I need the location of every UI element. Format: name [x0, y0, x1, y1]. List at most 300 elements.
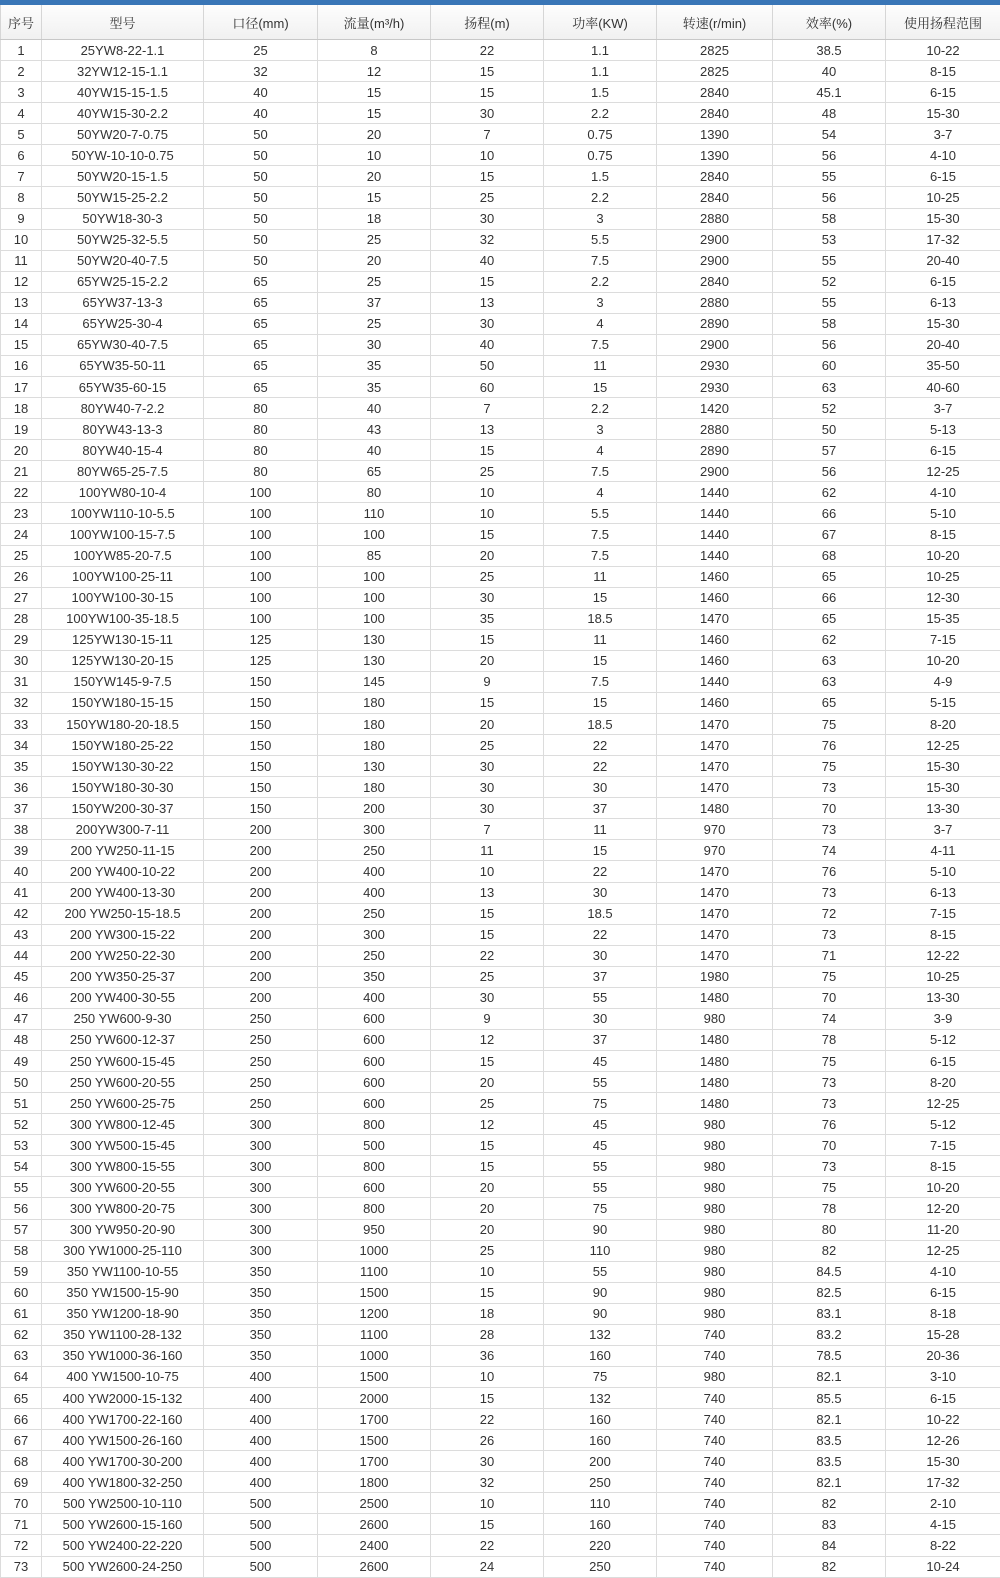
- cell: 47: [1, 1008, 42, 1029]
- cell: 65: [318, 461, 431, 482]
- cell: 40: [431, 250, 544, 271]
- cell: 2840: [657, 103, 773, 124]
- cell: 15-30: [886, 1451, 1000, 1472]
- cell: 15: [318, 187, 431, 208]
- cell: 62: [1, 1324, 42, 1345]
- cell: 15-30: [886, 777, 1000, 798]
- cell: 980: [657, 1008, 773, 1029]
- table-row: [1, 419, 1000, 440]
- cell: 52: [773, 271, 886, 292]
- cell: 740: [657, 1388, 773, 1409]
- cell: 15: [431, 166, 544, 187]
- cell: 500: [204, 1514, 318, 1535]
- table-row: [1, 1493, 1000, 1514]
- cell: 20-40: [886, 250, 1000, 271]
- cell: 3-10: [886, 1366, 1000, 1387]
- cell: 73: [773, 924, 886, 945]
- cell: 83.2: [773, 1324, 886, 1345]
- cell: 10-25: [886, 187, 1000, 208]
- cell: 28: [1, 608, 42, 629]
- cell: 15: [544, 587, 657, 608]
- cell: 400: [204, 1366, 318, 1387]
- table-row: [1, 650, 1000, 671]
- cell: 32: [431, 1472, 544, 1493]
- cell: 160: [544, 1345, 657, 1366]
- cell: 39: [1, 840, 42, 861]
- cell: 17-32: [886, 1472, 1000, 1493]
- cell: 55: [544, 987, 657, 1008]
- cell: 35: [431, 608, 544, 629]
- cell: 6-15: [886, 1282, 1000, 1303]
- cell: 65YW35-50-11: [42, 355, 204, 376]
- cell: 800: [318, 1198, 431, 1219]
- cell: 400 YW1800-32-250: [42, 1472, 204, 1493]
- table-row: [1, 1430, 1000, 1451]
- cell: 15: [431, 1388, 544, 1409]
- cell: 15: [431, 903, 544, 924]
- table-row: [1, 714, 1000, 735]
- cell: 500: [204, 1535, 318, 1556]
- cell: 30: [431, 777, 544, 798]
- cell: 1390: [657, 145, 773, 166]
- cell: 72: [773, 903, 886, 924]
- cell: 1460: [657, 566, 773, 587]
- table-row: [1, 1072, 1000, 1093]
- cell: 26: [1, 566, 42, 587]
- cell: 65: [204, 355, 318, 376]
- cell: 78: [773, 1198, 886, 1219]
- cell: 11: [544, 566, 657, 587]
- cell: 4-10: [886, 145, 1000, 166]
- cell: 1470: [657, 608, 773, 629]
- cell: 7: [1, 166, 42, 187]
- cell: 25: [431, 735, 544, 756]
- cell: 25: [318, 313, 431, 334]
- cell: 6-15: [886, 82, 1000, 103]
- table-row: [1, 313, 1000, 334]
- cell: 37: [1, 798, 42, 819]
- cell: 125: [204, 629, 318, 650]
- cell: 15: [431, 271, 544, 292]
- cell: 65YW30-40-7.5: [42, 334, 204, 355]
- cell: 73: [773, 1072, 886, 1093]
- cell: 30: [431, 587, 544, 608]
- cell: 1700: [318, 1409, 431, 1430]
- table-row: [1, 945, 1000, 966]
- cell: 1100: [318, 1261, 431, 1282]
- cell: 1480: [657, 1029, 773, 1050]
- cell: 250: [544, 1472, 657, 1493]
- cell: 1470: [657, 945, 773, 966]
- cell: 8-15: [886, 61, 1000, 82]
- cell: 250: [318, 903, 431, 924]
- cell: 80YW65-25-7.5: [42, 461, 204, 482]
- cell: 3: [544, 292, 657, 313]
- cell: 50: [204, 166, 318, 187]
- cell: 12-25: [886, 1093, 1000, 1114]
- cell: 10: [431, 1366, 544, 1387]
- cell: 350: [204, 1261, 318, 1282]
- cell: 5: [1, 124, 42, 145]
- cell: 10: [318, 145, 431, 166]
- cell: 22: [431, 945, 544, 966]
- cell: 40: [204, 82, 318, 103]
- cell: 58: [773, 208, 886, 229]
- cell: 3-7: [886, 398, 1000, 419]
- cell: 17: [1, 377, 42, 398]
- cell: 1470: [657, 882, 773, 903]
- cell: 12: [431, 1114, 544, 1135]
- cell: 50: [204, 208, 318, 229]
- cell: 180: [318, 735, 431, 756]
- cell: 20: [431, 650, 544, 671]
- table-row: [1, 1388, 1000, 1409]
- cell: 50: [1, 1072, 42, 1093]
- cell: 350 YW1500-15-90: [42, 1282, 204, 1303]
- cell: 15-35: [886, 608, 1000, 629]
- cell: 15: [431, 692, 544, 713]
- cell: 52: [1, 1114, 42, 1135]
- cell: 12-20: [886, 1198, 1000, 1219]
- cell: 46: [1, 987, 42, 1008]
- cell: 350 YW1100-10-55: [42, 1261, 204, 1282]
- cell: 150: [204, 777, 318, 798]
- cell: 40: [431, 334, 544, 355]
- cell: 100: [204, 608, 318, 629]
- cell: 20: [318, 166, 431, 187]
- cell: 300: [204, 1156, 318, 1177]
- cell: 180: [318, 692, 431, 713]
- cell: 55: [544, 1072, 657, 1093]
- cell: 23: [1, 503, 42, 524]
- cell: 5-12: [886, 1114, 1000, 1135]
- cell: 84.5: [773, 1261, 886, 1282]
- cell: 38.5: [773, 40, 886, 61]
- cell: 2600: [318, 1556, 431, 1578]
- cell: 25: [204, 40, 318, 61]
- table-row: [1, 271, 1000, 292]
- cell: 150: [204, 671, 318, 692]
- cell: 0.75: [544, 124, 657, 145]
- cell: 160: [544, 1409, 657, 1430]
- cell: 9: [1, 208, 42, 229]
- cell: 11: [1, 250, 42, 271]
- cell: 980: [657, 1366, 773, 1387]
- cell: 80: [318, 482, 431, 503]
- cell: 2500: [318, 1493, 431, 1514]
- cell: 980: [657, 1135, 773, 1156]
- cell: 18.5: [544, 608, 657, 629]
- cell: 62: [773, 482, 886, 503]
- cell: 200: [204, 861, 318, 882]
- cell: 63: [773, 650, 886, 671]
- cell: 30: [431, 1451, 544, 1472]
- cell: 12-25: [886, 461, 1000, 482]
- table-row: [1, 1008, 1000, 1029]
- cell: 250 YW600-15-45: [42, 1051, 204, 1072]
- cell: 100YW100-35-18.5: [42, 608, 204, 629]
- cell: 66: [1, 1409, 42, 1430]
- cell: 1500: [318, 1366, 431, 1387]
- cell: 50: [204, 124, 318, 145]
- cell: 15: [431, 924, 544, 945]
- cell: 65YW37-13-3: [42, 292, 204, 313]
- cell: 15-30: [886, 313, 1000, 334]
- cell: 500 YW2500-10-110: [42, 1493, 204, 1514]
- cell: 2930: [657, 355, 773, 376]
- cell: 45: [544, 1051, 657, 1072]
- cell: 35: [318, 377, 431, 398]
- cell: 180: [318, 777, 431, 798]
- cell: 8-15: [886, 524, 1000, 545]
- cell: 500: [204, 1493, 318, 1514]
- cell: 7: [431, 398, 544, 419]
- cell: 40: [773, 61, 886, 82]
- cell: 83.5: [773, 1430, 886, 1451]
- cell: 70: [773, 987, 886, 1008]
- cell: 22: [544, 924, 657, 945]
- table-row: [1, 40, 1000, 61]
- cell: 500: [204, 1556, 318, 1578]
- cell: 82.1: [773, 1366, 886, 1387]
- cell: 2-10: [886, 1493, 1000, 1514]
- cell: 15: [431, 61, 544, 82]
- cell: 10: [431, 482, 544, 503]
- table-row: [1, 1029, 1000, 1050]
- table-row: [1, 503, 1000, 524]
- cell: 90: [544, 1219, 657, 1240]
- cell: 2.2: [544, 398, 657, 419]
- cell: 55: [544, 1156, 657, 1177]
- cell: 7.5: [544, 671, 657, 692]
- cell: 150: [204, 798, 318, 819]
- cell: 56: [773, 145, 886, 166]
- cell: 29: [1, 629, 42, 650]
- cell: 15-30: [886, 103, 1000, 124]
- cell: 970: [657, 840, 773, 861]
- cell: 66: [773, 587, 886, 608]
- cell: 50YW15-25-2.2: [42, 187, 204, 208]
- cell: 250 YW600-20-55: [42, 1072, 204, 1093]
- cell: 10-25: [886, 966, 1000, 987]
- column-header: 口径(mm): [204, 5, 318, 40]
- cell: 600: [318, 1051, 431, 1072]
- cell: 2400: [318, 1535, 431, 1556]
- table-row: [1, 966, 1000, 987]
- cell: 110: [544, 1240, 657, 1261]
- cell: 30: [431, 756, 544, 777]
- cell: 15: [431, 440, 544, 461]
- table-row: [1, 608, 1000, 629]
- cell: 15: [544, 377, 657, 398]
- cell: 52: [773, 398, 886, 419]
- cell: 12-22: [886, 945, 1000, 966]
- cell: 400 YW1700-30-200: [42, 1451, 204, 1472]
- cell: 21: [1, 461, 42, 482]
- cell: 500 YW2600-24-250: [42, 1556, 204, 1578]
- cell: 20: [431, 714, 544, 735]
- cell: 17-32: [886, 229, 1000, 250]
- cell: 350: [204, 1324, 318, 1345]
- cell: 980: [657, 1303, 773, 1324]
- table-row: [1, 103, 1000, 124]
- cell: 350: [204, 1303, 318, 1324]
- cell: 48: [1, 1029, 42, 1050]
- cell: 980: [657, 1261, 773, 1282]
- cell: 200: [204, 966, 318, 987]
- table-row: [1, 671, 1000, 692]
- cell: 8-15: [886, 1156, 1000, 1177]
- cell: 150YW180-15-15: [42, 692, 204, 713]
- cell: 100YW100-30-15: [42, 587, 204, 608]
- cell: 25: [318, 229, 431, 250]
- cell: 150YW130-30-22: [42, 756, 204, 777]
- cell: 80YW40-15-4: [42, 440, 204, 461]
- cell: 1.1: [544, 61, 657, 82]
- cell: 30: [431, 103, 544, 124]
- cell: 980: [657, 1114, 773, 1135]
- table-row: [1, 1240, 1000, 1261]
- cell: 600: [318, 1177, 431, 1198]
- cell: 56: [773, 187, 886, 208]
- table-row: [1, 482, 1000, 503]
- cell: 22: [431, 1409, 544, 1430]
- cell: 400 YW1500-10-75: [42, 1366, 204, 1387]
- cell: 4: [544, 440, 657, 461]
- cell: 1470: [657, 756, 773, 777]
- cell: 55: [544, 1177, 657, 1198]
- cell: 400: [318, 987, 431, 1008]
- cell: 250: [544, 1556, 657, 1578]
- cell: 32YW12-15-1.1: [42, 61, 204, 82]
- cell: 740: [657, 1535, 773, 1556]
- cell: 2900: [657, 461, 773, 482]
- cell: 63: [1, 1345, 42, 1366]
- table-row: [1, 903, 1000, 924]
- cell: 740: [657, 1345, 773, 1366]
- cell: 54: [773, 124, 886, 145]
- table-row: [1, 1051, 1000, 1072]
- cell: 150YW180-20-18.5: [42, 714, 204, 735]
- cell: 2.2: [544, 187, 657, 208]
- cell: 600: [318, 1029, 431, 1050]
- cell: 300 YW1000-25-110: [42, 1240, 204, 1261]
- cell: 9: [431, 1008, 544, 1029]
- cell: 1100: [318, 1324, 431, 1345]
- cell: 1440: [657, 482, 773, 503]
- table-row: [1, 777, 1000, 798]
- cell: 4-11: [886, 840, 1000, 861]
- cell: 600: [318, 1093, 431, 1114]
- cell: 3-7: [886, 819, 1000, 840]
- cell: 6-15: [886, 440, 1000, 461]
- cell: 2890: [657, 313, 773, 334]
- cell: 132: [544, 1388, 657, 1409]
- cell: 100: [318, 608, 431, 629]
- cell: 44: [1, 945, 42, 966]
- cell: 16: [1, 355, 42, 376]
- cell: 1460: [657, 629, 773, 650]
- cell: 250: [204, 1093, 318, 1114]
- cell: 200: [204, 903, 318, 924]
- cell: 300: [318, 924, 431, 945]
- cell: 10: [431, 1261, 544, 1282]
- cell: 54: [1, 1156, 42, 1177]
- cell: 220: [544, 1535, 657, 1556]
- cell: 1470: [657, 714, 773, 735]
- cell: 250: [204, 1029, 318, 1050]
- cell: 1200: [318, 1303, 431, 1324]
- cell: 110: [544, 1493, 657, 1514]
- cell: 200: [204, 987, 318, 1008]
- cell: 25: [431, 187, 544, 208]
- cell: 64: [1, 1366, 42, 1387]
- cell: 40: [204, 103, 318, 124]
- cell: 20: [431, 1072, 544, 1093]
- table-row: [1, 924, 1000, 945]
- cell: 80YW40-7-2.2: [42, 398, 204, 419]
- cell: 56: [773, 461, 886, 482]
- cell: 40-60: [886, 377, 1000, 398]
- cell: 150YW145-9-7.5: [42, 671, 204, 692]
- cell: 800: [318, 1156, 431, 1177]
- cell: 78.5: [773, 1345, 886, 1366]
- cell: 980: [657, 1219, 773, 1240]
- cell: 65YW25-15-2.2: [42, 271, 204, 292]
- cell: 1.5: [544, 82, 657, 103]
- cell: 10-25: [886, 566, 1000, 587]
- cell: 45: [544, 1135, 657, 1156]
- table-row: [1, 798, 1000, 819]
- cell: 740: [657, 1324, 773, 1345]
- cell: 14: [1, 313, 42, 334]
- cell: 56: [773, 334, 886, 355]
- cell: 740: [657, 1514, 773, 1535]
- table-row: [1, 1135, 1000, 1156]
- cell: 37: [318, 292, 431, 313]
- table-row: [1, 1514, 1000, 1535]
- cell: 12-26: [886, 1430, 1000, 1451]
- cell: 73: [1, 1556, 42, 1578]
- cell: 100: [318, 566, 431, 587]
- cell: 180: [318, 714, 431, 735]
- table-body: [1, 40, 1000, 1578]
- cell: 350 YW1000-36-160: [42, 1345, 204, 1366]
- table-row: [1, 587, 1000, 608]
- cell: 400: [204, 1451, 318, 1472]
- cell: 10-22: [886, 1409, 1000, 1430]
- cell: 100YW100-25-11: [42, 566, 204, 587]
- cell: 2825: [657, 40, 773, 61]
- cell: 2000: [318, 1388, 431, 1409]
- cell: 18: [431, 1303, 544, 1324]
- cell: 250 YW600-9-30: [42, 1008, 204, 1029]
- table-row: [1, 735, 1000, 756]
- table-row: [1, 861, 1000, 882]
- cell: 73: [773, 1093, 886, 1114]
- cell: 2900: [657, 334, 773, 355]
- cell: 75: [544, 1093, 657, 1114]
- cell: 350: [204, 1282, 318, 1303]
- cell: 55: [773, 292, 886, 313]
- cell: 20: [1, 440, 42, 461]
- cell: 40: [318, 398, 431, 419]
- cell: 18.5: [544, 903, 657, 924]
- cell: 65: [773, 608, 886, 629]
- cell: 49: [1, 1051, 42, 1072]
- cell: 740: [657, 1451, 773, 1472]
- cell: 2840: [657, 166, 773, 187]
